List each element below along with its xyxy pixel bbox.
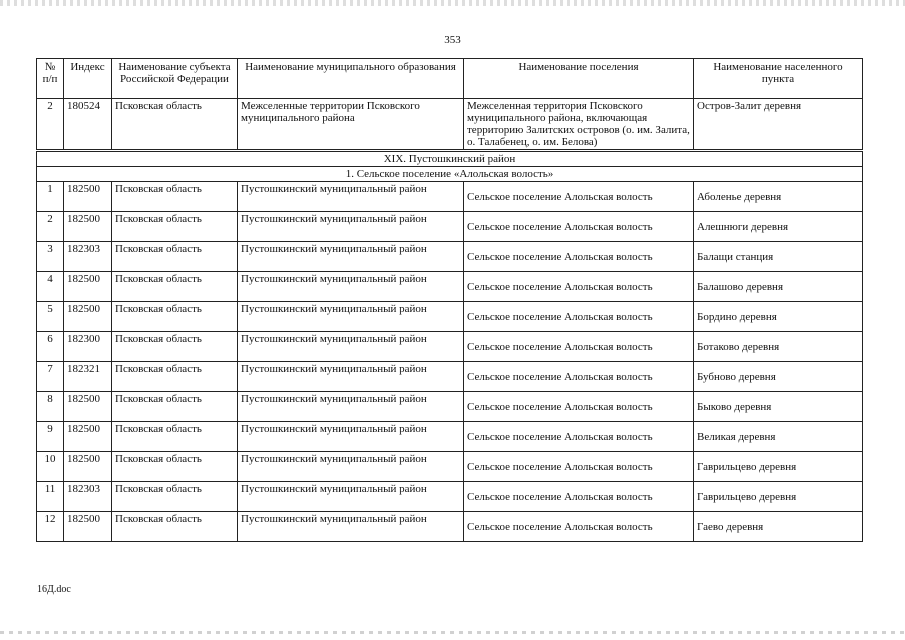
cell-subject: Псковская область	[112, 422, 238, 452]
cell-subject: Псковская область	[112, 302, 238, 332]
cell-settlement: Сельское поселение Алольская волость	[464, 482, 694, 512]
cell-subject: Псковская область	[112, 332, 238, 362]
table-row	[37, 482, 863, 512]
cell-place: Бубново деревня	[694, 362, 863, 392]
cell-municipal: Пустошкинский муниципальный район	[238, 392, 464, 422]
cell-num: 4	[37, 272, 64, 302]
cell-index: 180524	[64, 99, 112, 151]
cell-place: Остров-Залит деревня	[694, 99, 863, 151]
district-title: XIX. Пустошкинский район	[37, 151, 863, 167]
cell-num: 12	[37, 512, 64, 542]
header-place: Наименование населенного пункта	[694, 59, 863, 99]
cell-municipal: Пустошкинский муниципальный район	[238, 452, 464, 482]
cell-num: 10	[37, 452, 64, 482]
settlement-title: 1. Сельское поселение «Алольская волость»	[37, 167, 863, 182]
cell-municipal: Пустошкинский муниципальный район	[238, 362, 464, 392]
cell-municipal: Пустошкинский муниципальный район	[238, 272, 464, 302]
cell-index: 182500	[64, 512, 112, 542]
cell-settlement: Сельское поселение Алольская волость	[464, 302, 694, 332]
cell-place: Алешнюги деревня	[694, 212, 863, 242]
cell-num: 6	[37, 332, 64, 362]
cell-municipal: Пустошкинский муниципальный район	[238, 182, 464, 212]
table-row	[37, 272, 863, 302]
cell-subject: Псковская область	[112, 452, 238, 482]
cell-settlement: Сельское поселение Алольская волость	[464, 242, 694, 272]
cell-subject: Псковская область	[112, 512, 238, 542]
table-row	[37, 182, 863, 212]
cell-subject: Псковская область	[112, 182, 238, 212]
table-row	[37, 332, 863, 362]
cell-place: Бордино деревня	[694, 302, 863, 332]
table-row	[37, 99, 863, 151]
table-row	[37, 512, 863, 542]
cell-place: Гаево деревня	[694, 512, 863, 542]
cell-settlement: Сельское поселение Алольская волость	[464, 362, 694, 392]
table-row	[37, 452, 863, 482]
cell-municipal: Пустошкинский муниципальный район	[238, 332, 464, 362]
table-row	[37, 212, 863, 242]
page-number: 353	[444, 34, 461, 46]
cell-index: 182300	[64, 332, 112, 362]
header-index: Индекс	[64, 59, 112, 99]
cell-settlement: Сельское поселение Алольская волость	[464, 452, 694, 482]
header-subject: Наименование субъекта Российской Федерации	[112, 59, 238, 99]
cell-subject: Псковская область	[112, 392, 238, 422]
cell-municipal: Пустошкинский муниципальный район	[238, 212, 464, 242]
cell-index: 182500	[64, 422, 112, 452]
cell-index: 182500	[64, 182, 112, 212]
cell-num: 3	[37, 242, 64, 272]
settlement-section-row	[37, 167, 863, 182]
cell-municipal: Пустошкинский муниципальный район	[238, 422, 464, 452]
cell-municipal: Пустошкинский муниципальный район	[238, 512, 464, 542]
cell-settlement: Межселенная территория Псковского муниципального района, включающая территорию Залитских островов (о. им. Залита, о. Талабенец, о. им. Белова)	[464, 99, 694, 151]
cell-num: 5	[37, 302, 64, 332]
cell-num: 9	[37, 422, 64, 452]
cell-index: 182303	[64, 242, 112, 272]
cell-place: Быково деревня	[694, 392, 863, 422]
cell-place: Балашово деревня	[694, 272, 863, 302]
cell-settlement: Сельское поселение Алольская волость	[464, 212, 694, 242]
cell-municipal: Пустошкинский муниципальный район	[238, 482, 464, 512]
district-section-row	[37, 151, 863, 167]
cell-index: 182500	[64, 392, 112, 422]
cell-place: Аболенье деревня	[694, 182, 863, 212]
cell-place: Балащи станция	[694, 242, 863, 272]
cell-num: 8	[37, 392, 64, 422]
cell-index: 182500	[64, 272, 112, 302]
header-num: № п/п	[37, 59, 64, 99]
header-settlement: Наименование поселения	[464, 59, 694, 99]
table-row	[37, 242, 863, 272]
cell-municipal: Пустошкинский муниципальный район	[238, 302, 464, 332]
cell-place: Великая деревня	[694, 422, 863, 452]
cell-settlement: Сельское поселение Алольская волость	[464, 512, 694, 542]
table-row	[37, 392, 863, 422]
cell-place: Ботаково деревня	[694, 332, 863, 362]
cell-settlement: Сельское поселение Алольская волость	[464, 272, 694, 302]
cell-settlement: Сельское поселение Алольская волость	[464, 422, 694, 452]
cell-num: 2	[37, 99, 64, 151]
cell-municipal: Пустошкинский муниципальный район	[238, 242, 464, 272]
cell-settlement: Сельское поселение Алольская волость	[464, 332, 694, 362]
cell-num: 2	[37, 212, 64, 242]
cell-num: 7	[37, 362, 64, 392]
header-municipal: Наименование муниципального образования	[238, 59, 464, 99]
scan-edge-top	[0, 0, 905, 6]
cell-num: 11	[37, 482, 64, 512]
settlements-table	[36, 58, 863, 542]
table-row	[37, 362, 863, 392]
cell-settlement: Сельское поселение Алольская волость	[464, 392, 694, 422]
cell-place: Гаврильцево деревня	[694, 482, 863, 512]
cell-subject: Псковская область	[112, 99, 238, 151]
cell-place: Гаврильцево деревня	[694, 452, 863, 482]
cell-index: 182500	[64, 212, 112, 242]
cell-index: 182303	[64, 482, 112, 512]
cell-settlement: Сельское поселение Алольская волость	[464, 182, 694, 212]
cell-municipal: Межселенные территории Псковского муниципального района	[238, 99, 464, 151]
table-row	[37, 302, 863, 332]
scan-edge-bottom	[0, 631, 905, 634]
cell-subject: Псковская область	[112, 362, 238, 392]
cell-index: 182321	[64, 362, 112, 392]
footer-filename: 16Д.doc	[37, 584, 71, 595]
cell-index: 182500	[64, 302, 112, 332]
cell-subject: Псковская область	[112, 212, 238, 242]
cell-subject: Псковская область	[112, 482, 238, 512]
table-row	[37, 422, 863, 452]
table-header-row	[37, 59, 863, 99]
cell-num: 1	[37, 182, 64, 212]
cell-index: 182500	[64, 452, 112, 482]
cell-subject: Псковская область	[112, 242, 238, 272]
cell-subject: Псковская область	[112, 272, 238, 302]
